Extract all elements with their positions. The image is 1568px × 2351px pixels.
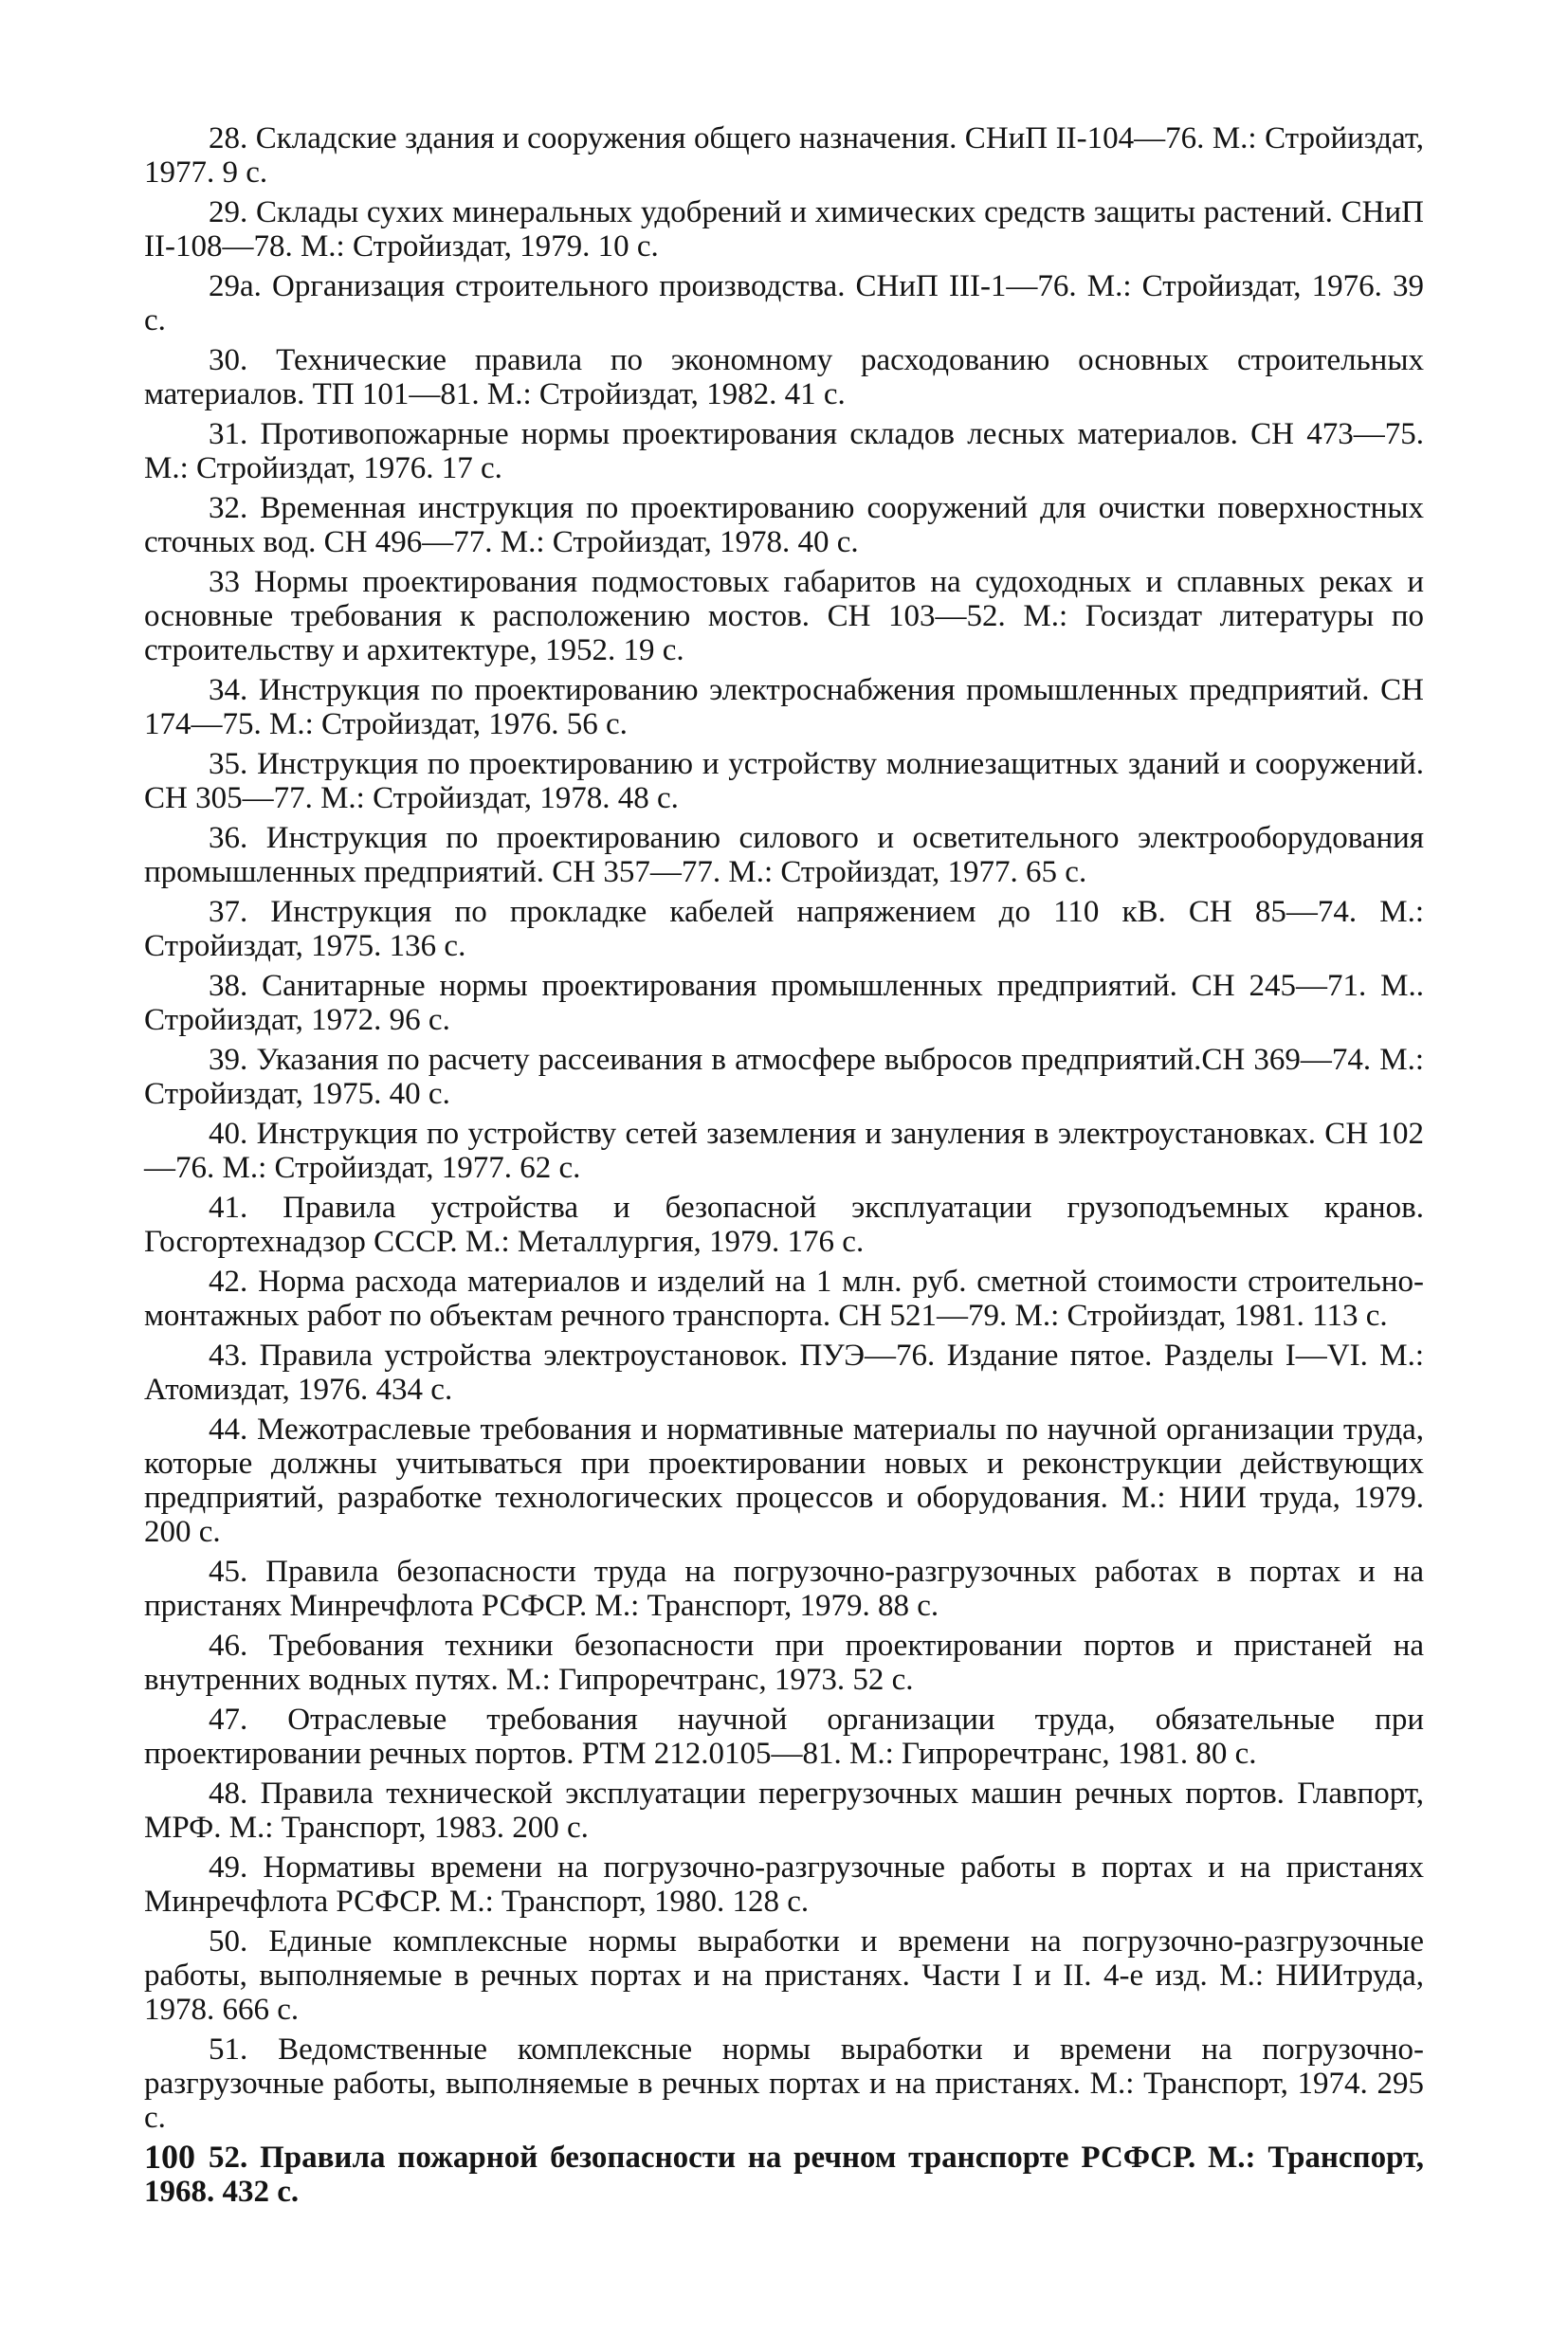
reference-number: 45.	[209, 1555, 248, 1589]
reference-item-46	[144, 1629, 1424, 1697]
reference-text: Инструкция по устройству сетей заземления и зануления в электроустановках. СН 102—76. М.: Стройиздат, 1977. 62 с.	[144, 1117, 1425, 1185]
reference-number: 46.	[209, 1629, 248, 1663]
reference-text: Технические правила по экономному расходованию основных строительных материалов. ТП 101—81. М.: Стройиздат, 1982. 41 с.	[144, 343, 1424, 411]
reference-item-32	[144, 491, 1424, 559]
reference-number: 37.	[209, 895, 248, 929]
reference-text: Правила пожарной безопасности на речном транспорте РСФСР. М.: Транспорт, 1968. 432 с.	[144, 2141, 1424, 2209]
reference-item-40	[144, 1117, 1424, 1185]
reference-number: 31.	[209, 417, 248, 451]
reference-item-42	[144, 1265, 1424, 1333]
reference-number: 43.	[209, 1339, 248, 1373]
reference-number: 34.	[209, 673, 248, 707]
reference-item-44	[144, 1412, 1424, 1549]
reference-number: 44.	[209, 1412, 248, 1447]
reference-item-28	[144, 121, 1424, 190]
reference-number: 48.	[209, 1777, 248, 1811]
reference-text: Норма расхода материалов и изделий на 1 млн. руб. сметной стоимости строительно-монтажных работ по объектам речного транспорта. СН 521—79. М.: Стройиздат, 1981. 113 с.	[144, 1265, 1424, 1333]
reference-item-47	[144, 1703, 1424, 1771]
reference-item-50	[144, 1924, 1424, 2027]
reference-text: Инструкция по прокладке кабелей напряжением до 110 кВ. СН 85—74. М.: Стройиздат, 1975. 136 с.	[144, 895, 1424, 963]
reference-item-33	[144, 565, 1424, 667]
reference-number: 28.	[209, 121, 248, 155]
reference-text: Нормативы времени на погрузочно-разгрузочные работы в портах и на пристанях Минречфлота РСФСР. М.: Транспорт, 1980. 128 с.	[144, 1850, 1424, 1919]
reference-text: Противопожарные нормы проектирования складов лесных материалов. СН 473—75. М.: Стройиздат, 1976. 17 с.	[144, 417, 1425, 485]
reference-number: 49.	[209, 1850, 248, 1885]
reference-number: 51.	[209, 2032, 248, 2067]
reference-text: Межотраслевые требования и нормативные материалы по научной организации труда, которые должны учитываться при проектировании новых и реконструкции действующих предприятий, разработке технологических процессов и оборудования. М.: НИИ труда, 1979. 200 с.	[144, 1412, 1425, 1549]
reference-text: Инструкция по проектированию электроснабжения промышленных предприятий. СН 174—75. М.: Стройиздат, 1976. 56 с.	[144, 673, 1425, 741]
page-number: 100	[144, 2138, 195, 2176]
reference-text: Ведомственные комплексные нормы выработки и времени на погрузочно-разгрузочные работы, выполняемые в речных портах и на пристанях. М.: Транспорт, 1974. 295 с.	[144, 2032, 1425, 2135]
reference-item-41	[144, 1191, 1424, 1259]
reference-list	[144, 121, 1424, 2214]
reference-text: Нормы проектирования подмостовых габаритов на судоходных и сплавных реках и основные требования к расположению мостов. СН 103—52. М.: Госиздат литературы по строительству и архитектуре, 1952. 19 с.	[144, 565, 1424, 667]
reference-number: 36.	[209, 821, 248, 855]
reference-number: 35.	[209, 747, 248, 781]
reference-text: Правила технической эксплуатации перегрузочных машин речных портов. Главпорт, МРФ. М.: Транспорт, 1983. 200 с.	[144, 1777, 1424, 1845]
reference-text: Инструкция по проектированию силового и осветительного электрооборудования промышленных предприятий. СН 357—77. М.: Стройиздат, 1977. 65 с.	[144, 821, 1425, 889]
reference-item-45	[144, 1555, 1424, 1623]
reference-number: 52.	[209, 2141, 248, 2175]
reference-number: 47.	[209, 1703, 248, 1737]
reference-item-38	[144, 969, 1424, 1037]
reference-item-43	[144, 1339, 1424, 1407]
reference-text: Единые комплексные нормы выработки и времени на погрузочно-разгрузочные работы, выполняемые в речных портах и на пристанях. Части I и II. 4-е изд. М.: НИИтруда, 1978. 666 с.	[144, 1924, 1424, 2027]
reference-number: 42.	[209, 1265, 248, 1299]
reference-number: 33	[209, 565, 240, 599]
reference-item-30	[144, 343, 1424, 411]
reference-item-29	[144, 195, 1424, 264]
reference-item-48	[144, 1777, 1424, 1845]
reference-text: Требования техники безопасности при проектировании портов и пристаней на внутренних водных путях. М.: Гипроречтранс, 1973. 52 с.	[144, 1629, 1425, 1697]
reference-text: Указания по расчету рассеивания в атмосфере выбросов предприятий.СН 369—74. М.: Стройиздат, 1975. 40 с.	[144, 1043, 1425, 1111]
reference-item-37	[144, 895, 1424, 963]
reference-text: Временная инструкция по проектированию сооружений для очистки поверхностных сточных вод. СН 496—77. М.: Стройиздат, 1978. 40 с.	[144, 491, 1424, 559]
reference-item-36	[144, 821, 1424, 889]
reference-text: Отраслевые требования научной организации труда, обязательные при проектировании речных портов. РТМ 212.0105—81. М.: Гипроречтранс, 1981. 80 с.	[144, 1703, 1425, 1771]
reference-item-49	[144, 1850, 1424, 1919]
reference-number: 39.	[209, 1043, 248, 1077]
reference-number: 29.	[209, 195, 248, 229]
reference-number: 30.	[209, 343, 248, 377]
reference-number: 50.	[209, 1924, 248, 1959]
reference-item-29a	[144, 269, 1424, 337]
reference-number: 32.	[209, 491, 248, 525]
reference-number: 38.	[209, 969, 248, 1003]
reference-item-35	[144, 747, 1424, 815]
reference-text: Правила устройства электроустановок. ПУЭ—76. Издание пятое. Разделы I—VI. М.: Атомиздат, 1976. 434 с.	[144, 1339, 1425, 1407]
reference-number: 40.	[209, 1117, 248, 1151]
reference-item-39	[144, 1043, 1424, 1111]
reference-text: Санитарные нормы проектирования промышленных предприятий. СН 245—71. М.. Стройиздат, 1972. 96 с.	[144, 969, 1424, 1037]
reference-item-31	[144, 417, 1424, 485]
reference-text: Склады сухих минеральных удобрений и химических средств защиты растений. СНиП II-108—78. М.: Стройиздат, 1979. 10 с.	[144, 195, 1424, 264]
reference-item-34	[144, 673, 1424, 741]
reference-number: 41.	[209, 1191, 248, 1225]
reference-number: 29а.	[209, 269, 262, 303]
reference-text: Инструкция по проектированию и устройству молниезащитных зданий и сооружений. СН 305—77. М.: Стройиздат, 1978. 48 с.	[144, 747, 1424, 815]
reference-item-51	[144, 2032, 1424, 2135]
reference-item-52	[144, 2141, 1424, 2209]
reference-text: Складские здания и сооружения общего назначения. СНиП II-104—76. М.: Стройиздат, 1977. 9 с.	[144, 121, 1425, 190]
reference-text: Правила безопасности труда на погрузочно-разгрузочных работах в портах и на пристанях Минречфлота РСФСР. М.: Транспорт, 1979. 88 с.	[144, 1555, 1424, 1623]
reference-text: Правила устройства и безопасной эксплуатации грузоподъемных кранов. Госгортехнадзор СССР. М.: Металлургия, 1979. 176 с.	[144, 1191, 1424, 1259]
reference-text: Организация строительного производства. СНиП III-1—76. М.: Стройиздат, 1976. 39 с.	[144, 269, 1424, 337]
